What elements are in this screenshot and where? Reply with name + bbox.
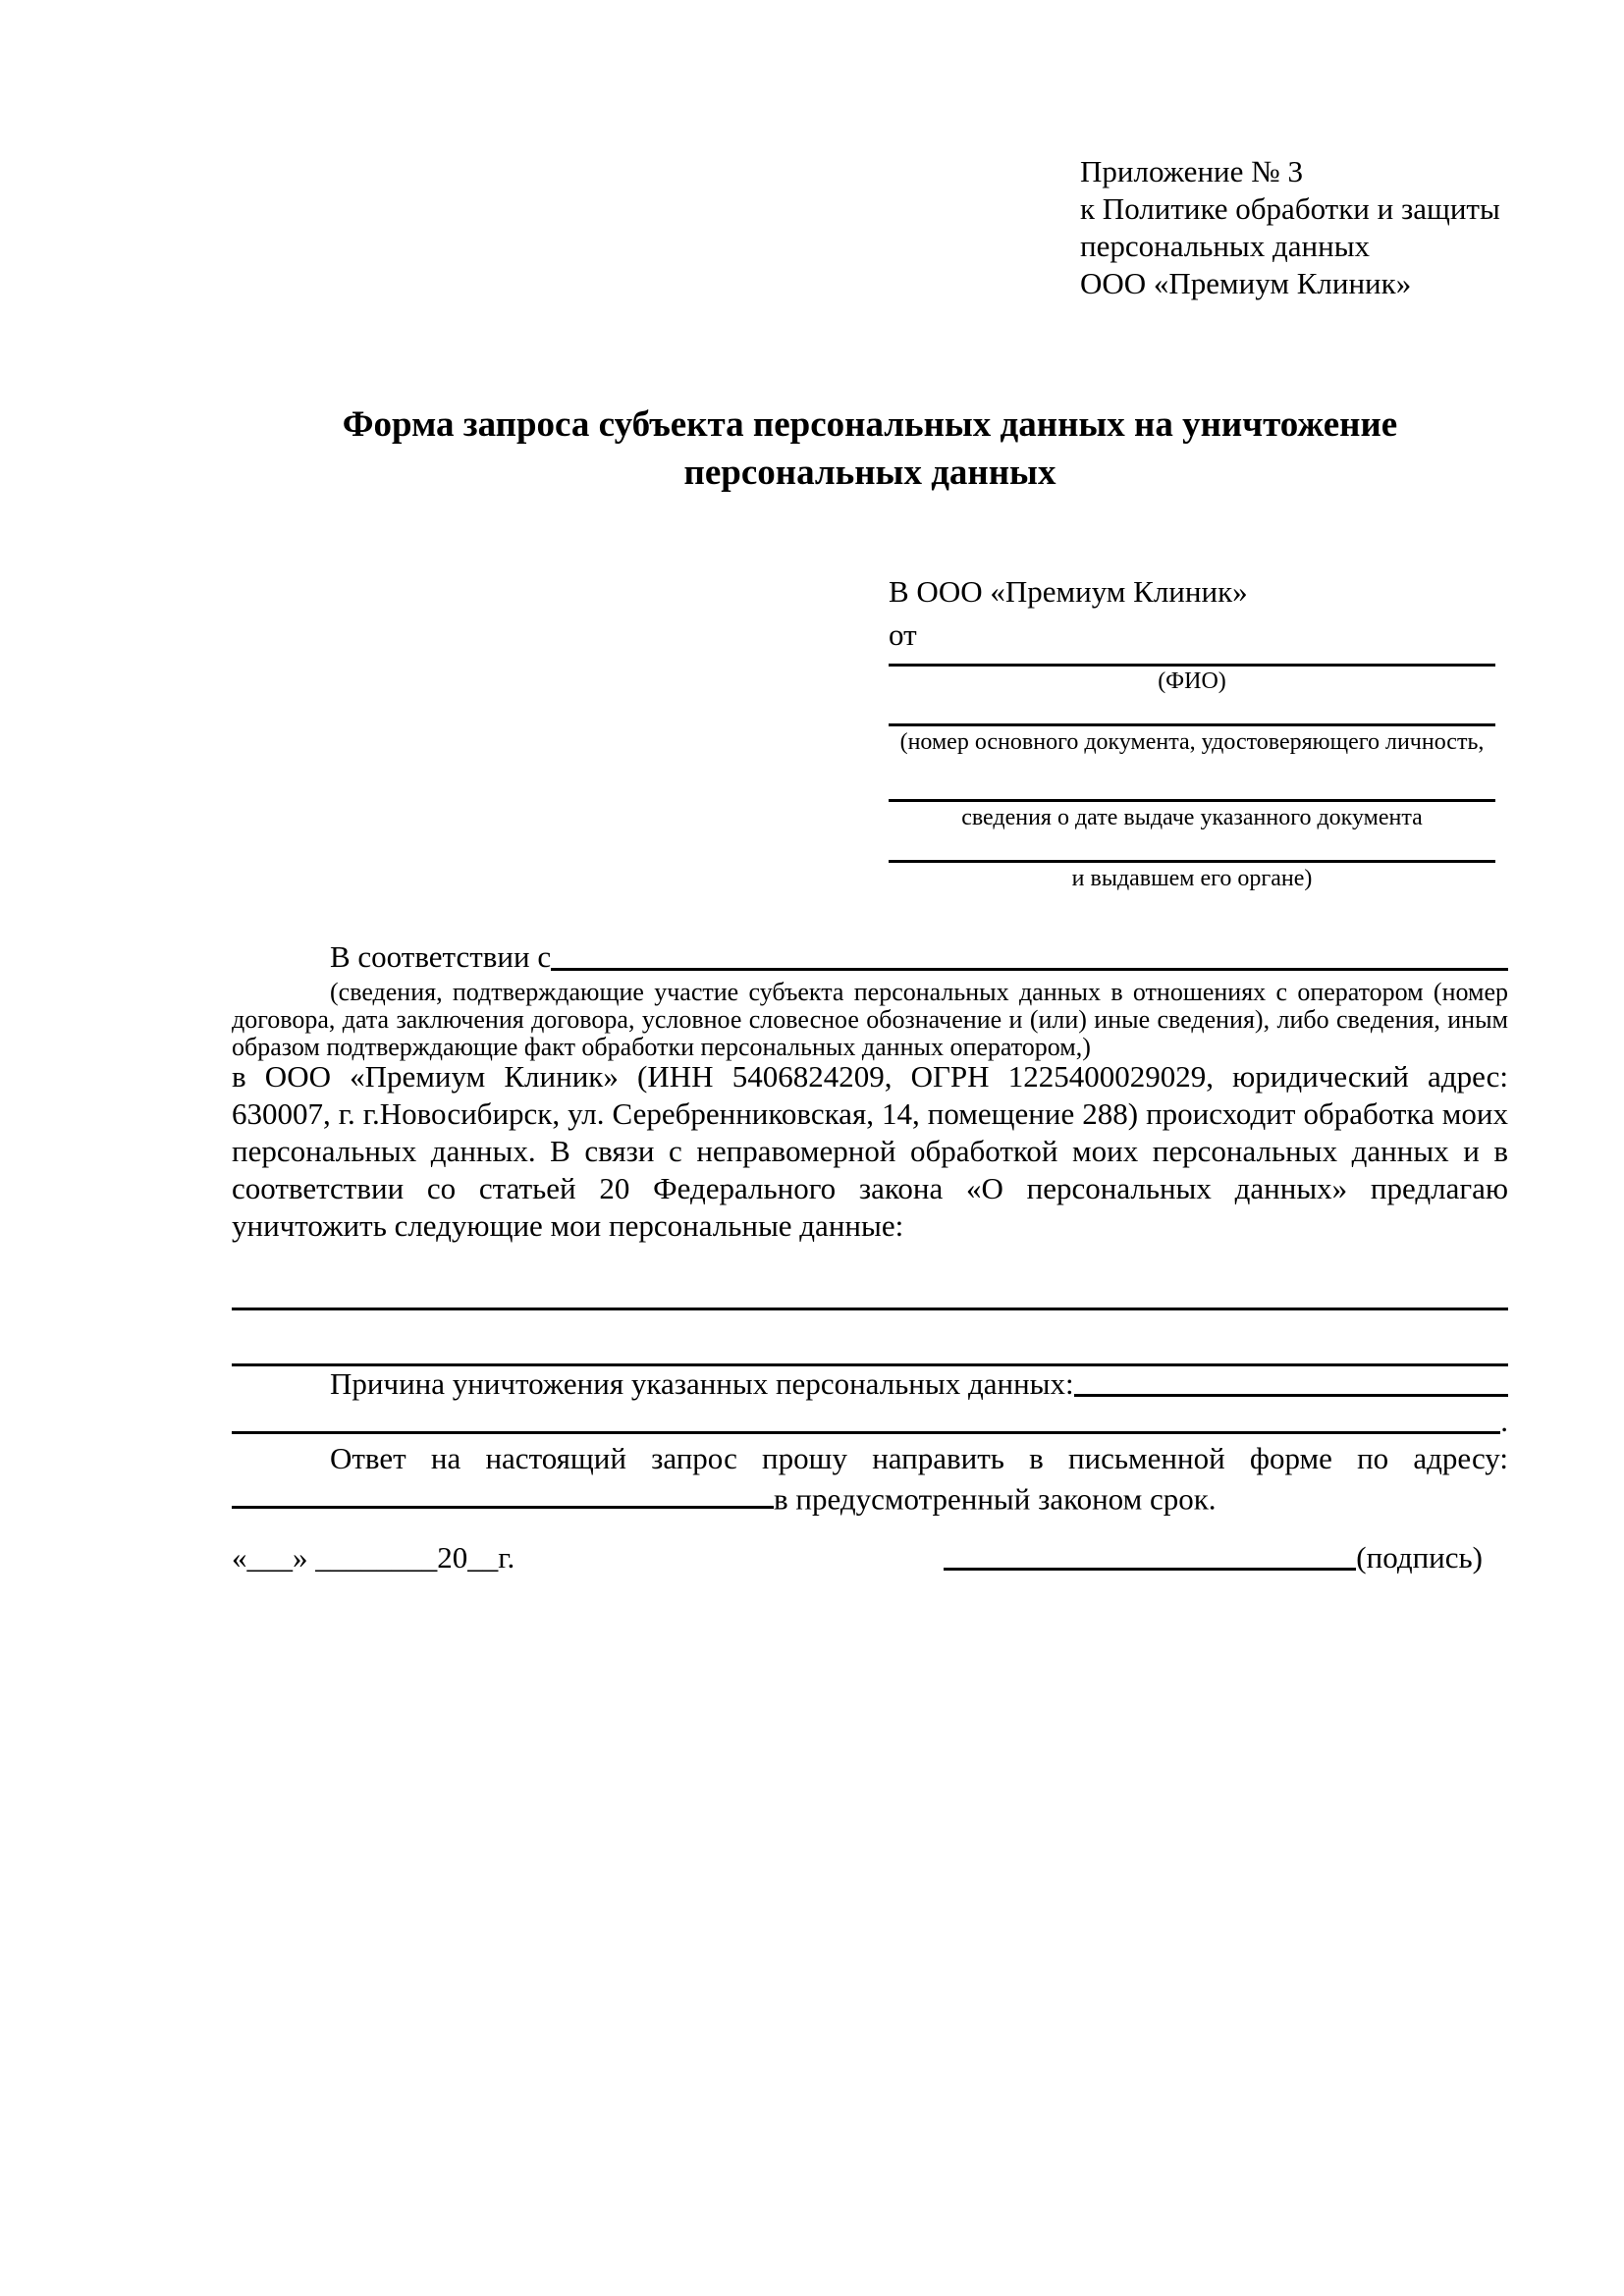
blank-line-issue-date — [889, 799, 1495, 802]
blank-line-reason-2 — [232, 1406, 1500, 1434]
date-line: «___» ________20__г. — [232, 1540, 515, 1575]
caption-issue-date: сведения о дате выдаче указанного документа — [961, 805, 1423, 830]
blank-line-reason — [1074, 1369, 1508, 1397]
main-paragraph: в ООО «Премиум Клиник» (ИНН 5406824209, ОГРН 1225400029029, юридический адрес: 630007, г. г.Новосибирск, ул. Серебренниковская, 14, помещение 288) происходит обработка моих персональных данных. В связи с неправомерной обработкой моих персональных данных и в соответствии со статьей 20 Федерального закона «О персональных данных» предлагаю уничтожить следующие мои персональные данные: — [232, 1059, 1508, 1243]
caption-issuing-authority: и выдавшем его органе) — [1071, 866, 1313, 891]
caption-id-document: (номер основного документа, удостоверяющего личность, — [899, 729, 1485, 755]
addressee-from-label: от — [889, 617, 917, 652]
blank-line-data-1 — [232, 1308, 1508, 1310]
addressee-to: В ООО «Премиум Клиник» — [889, 574, 1248, 609]
reason-continuation-row — [232, 1406, 1508, 1437]
blank-line-accordance — [551, 938, 1508, 971]
accordance-footnote: (сведения, подтверждающие участие субъекта персональных данных в отношениях с оператором (номер договора, дата заключения договора, условное словесное обозначение и (или) иные сведения), либо сведения, иным образом подтверждающие факт обработки персональных данных оператором,) — [232, 978, 1508, 1061]
signature-caption: (подпись) — [1356, 1540, 1483, 1575]
annex-note — [1080, 153, 1500, 302]
response-paragraph — [232, 1439, 1508, 1518]
response-request-text: Ответ на настоящий запрос прошу направить в письменной форме по адресу: — [330, 1441, 1508, 1475]
caption-fio: (ФИО) — [1158, 668, 1226, 694]
blank-line-signature — [944, 1568, 1356, 1571]
annex-note-line: к Политике обработки и защиты — [1080, 191, 1500, 226]
accordance-row — [232, 938, 1508, 976]
accordance-lead: В соответствии с — [330, 939, 552, 974]
blank-line-id-document — [889, 723, 1495, 726]
blank-line-fio — [889, 664, 1495, 667]
reason-label: Причина уничтожения указанных персональных данных: — [330, 1366, 1074, 1401]
blank-line-issuing-authority — [889, 860, 1495, 863]
annex-note-line: персональных данных — [1080, 229, 1371, 263]
annex-note-line: ООО «Премиум Клиник» — [1080, 266, 1412, 300]
footer-row — [232, 1539, 1508, 1576]
signature-group — [944, 1539, 1483, 1576]
response-tail-text: в предусмотренный законом срок. — [774, 1481, 1217, 1517]
reason-row — [232, 1366, 1508, 1401]
annex-note-line: Приложение № 3 — [1080, 154, 1303, 188]
blank-line-address — [232, 1477, 774, 1509]
period-mark: . — [1500, 1404, 1508, 1438]
document-title: Форма запроса субъекта персональных данных на уничтожение персональных данных — [342, 404, 1398, 493]
